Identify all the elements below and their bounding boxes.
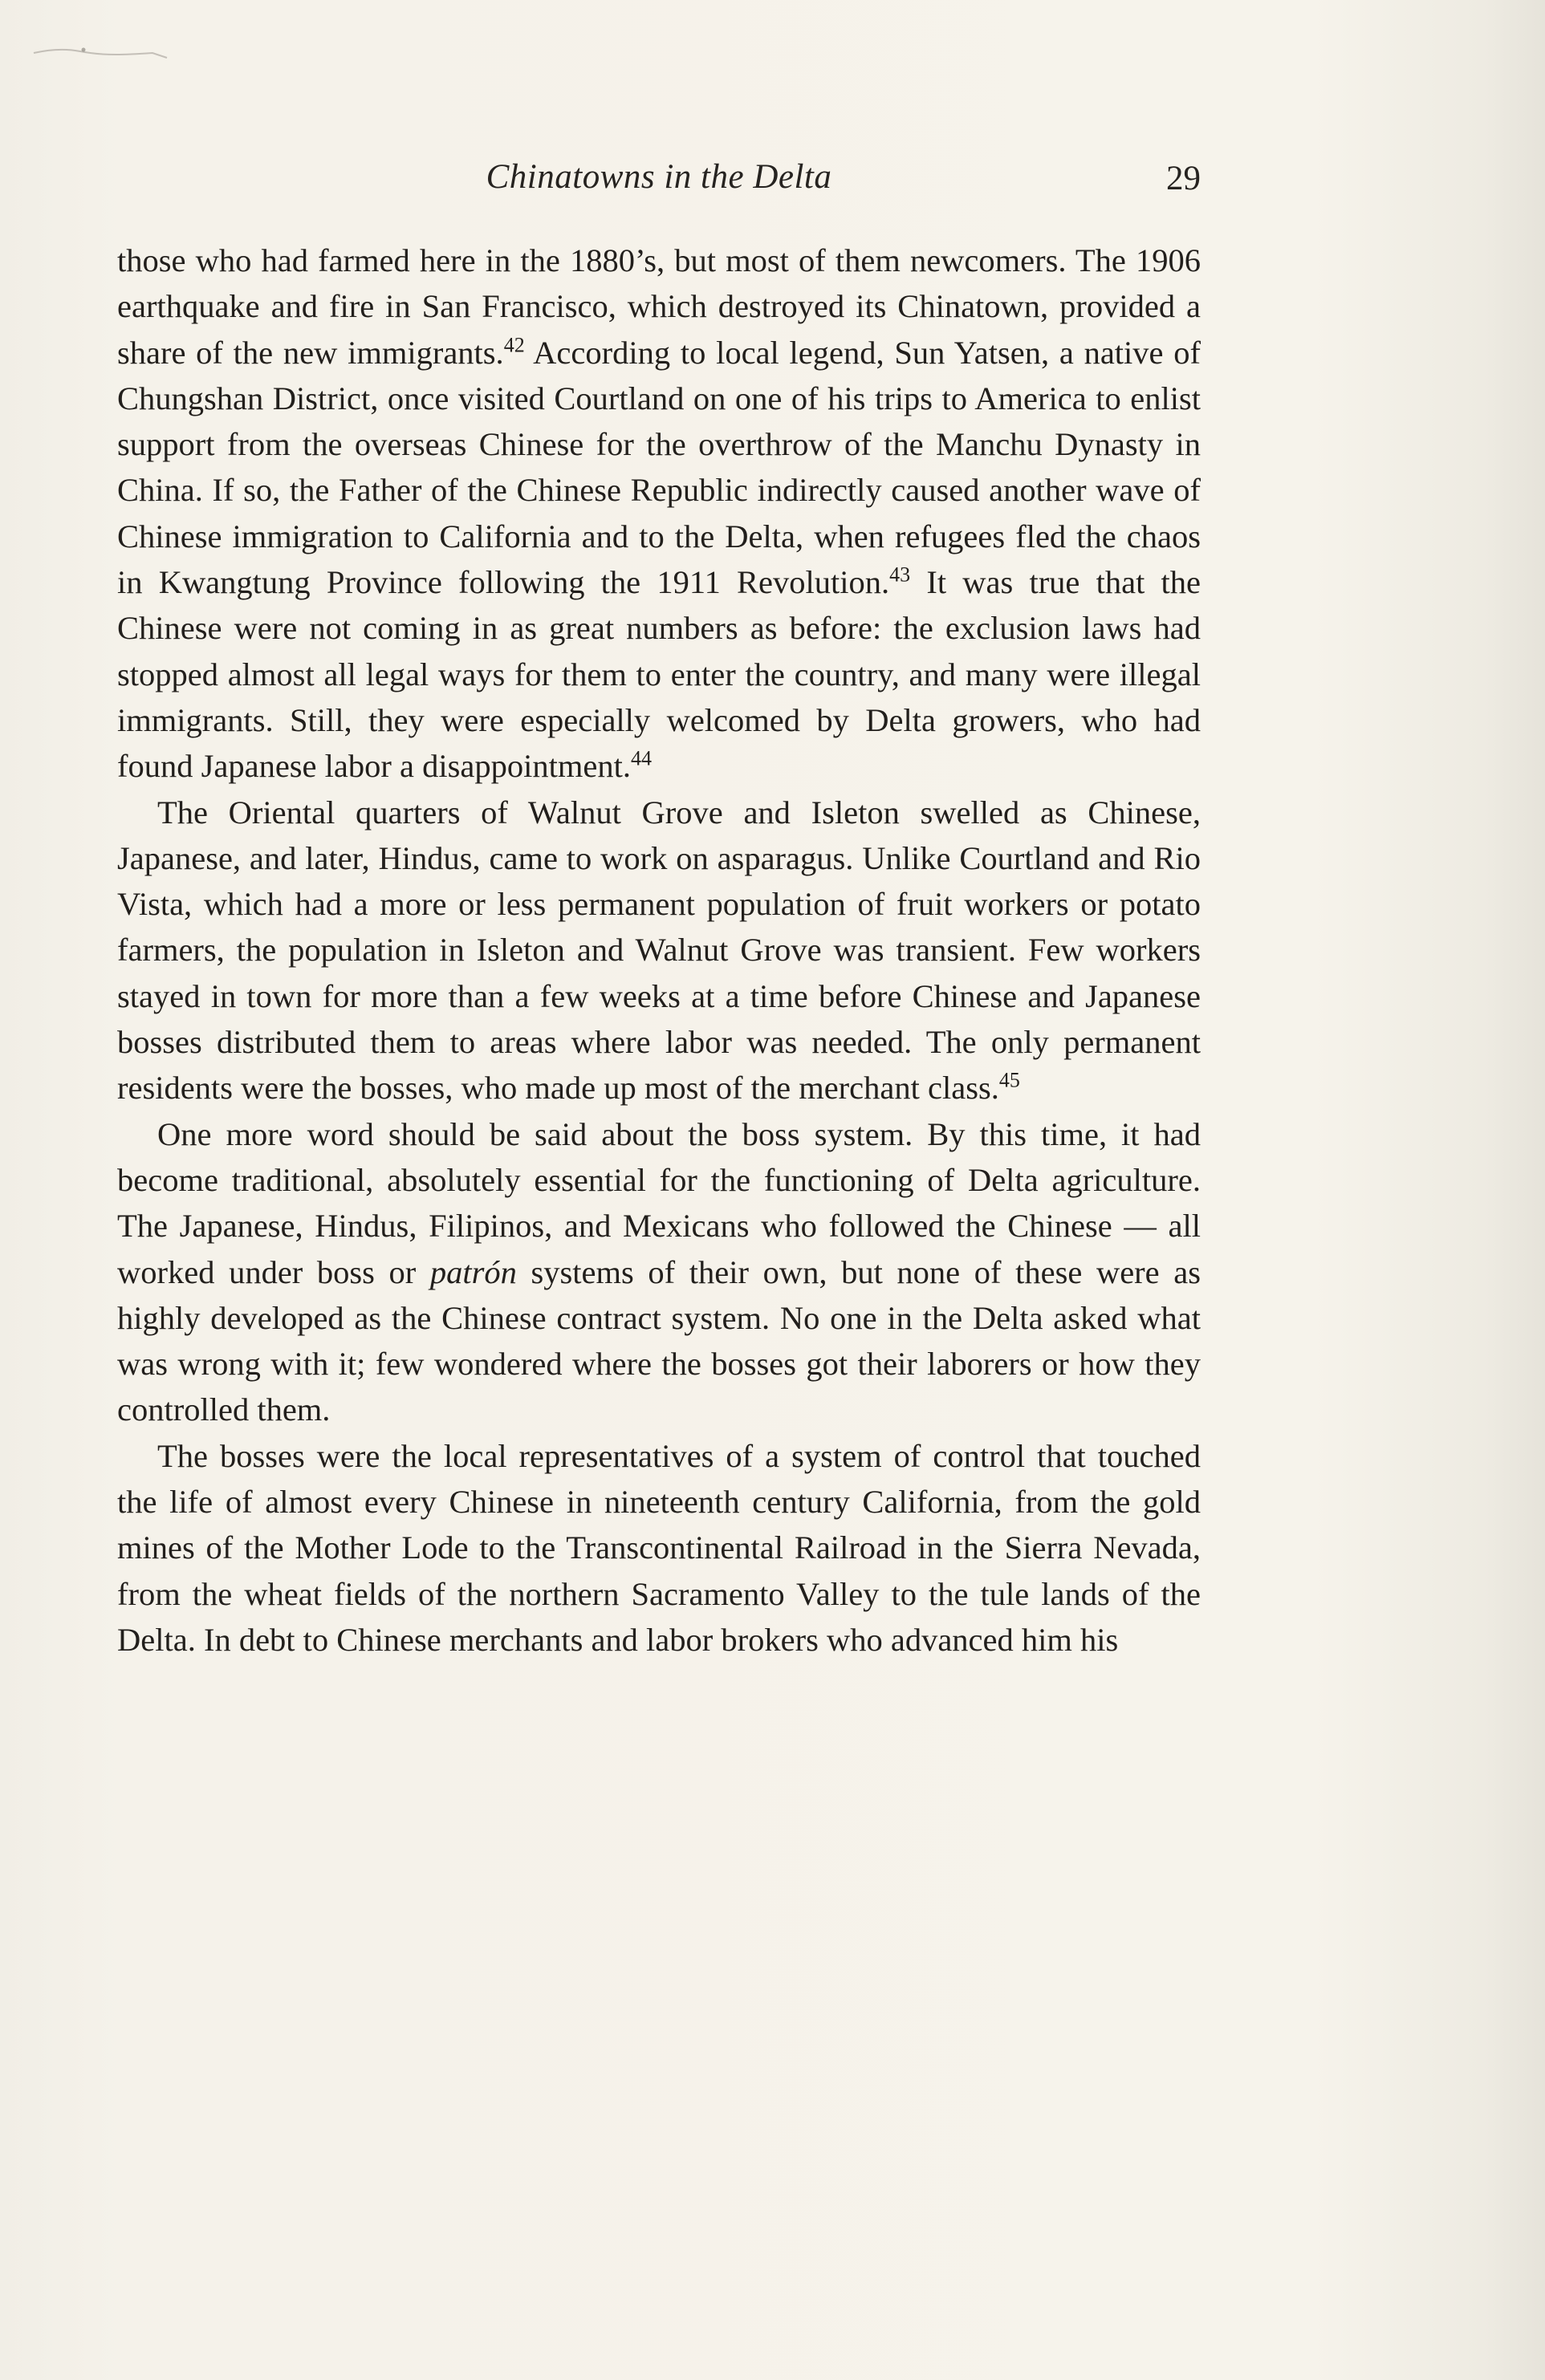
page-number: 29 bbox=[1166, 160, 1201, 197]
running-title: Chinatowns in the Delta bbox=[486, 158, 832, 196]
italic-term: patrón bbox=[429, 1253, 517, 1290]
paragraph bbox=[117, 790, 1201, 1111]
footnote-reference: 43 bbox=[889, 563, 911, 587]
paragraph-text: The bosses were the local representatives of a system of control that touched the life of almost every Chinese in nineteenth century California, from the gold mines of the Mother Lode to the Transcontinental Railroad in the Sierra Nevada, from the wheat fields of the northern Sacramento Valley to the tule lands of the Delta. In debt to Chinese merchants and labor brokers who advanced him his bbox=[117, 1437, 1201, 1658]
paragraph-text: The Oriental quarters of Walnut Grove and Isleton swelled as Chinese, Japanese, and later, Hindus, came to work on asparagus. Unlike Courtland and Rio Vista, which had a more or less permanent population of fruit workers or potato farmers, the population in Isleton and Walnut Grove was transient. Few workers stayed in town for more than a few weeks at a time before Chinese and Japanese bosses distributed them to areas where labor was needed. The only permanent residents were the bosses, who made up most of the merchant class. bbox=[117, 794, 1201, 1107]
paragraph-text: It was true that the Chinese were not coming in as great numbers as before: the exclusion laws had stopped almost all legal ways for them to enter the country, and many were illegal immigrants. Still, they were especially welcomed by Delta growers, who had found Japanese labor a disappointment. bbox=[117, 564, 1201, 785]
paragraph-text: those who had farmed here in the 1880’s, but most of them newcomers. The 1906 earthquake and fire in San Francisco, which destroyed its Chinatown, provided a share of the new immigrants. bbox=[117, 242, 1201, 371]
footnote-reference: 45 bbox=[998, 1068, 1020, 1092]
paragraph-text: According to local legend, Sun Yatsen, a native of Chungshan District, once visited Courtland on one of his trips to America to enlist support from the overseas Chinese for the overthrow of the Manchu Dynasty in China. If so, the Father of the Chinese Republic indirectly caused another wave of Chinese immigration to California and to the Delta, when refugees fled the chaos in Kwangtung Province following the 1911 Revolution. bbox=[117, 334, 1201, 601]
paragraph-text: systems of their own, but none of these were as highly developed as the Chinese contract system. No one in the Delta asked what was wrong with it; few wondered where the bosses got their laborers or how they controlled them. bbox=[117, 1253, 1201, 1428]
footnote-reference: 42 bbox=[503, 333, 525, 357]
paragraph bbox=[117, 1111, 1201, 1433]
page-header bbox=[117, 157, 1201, 213]
footnote-reference: 44 bbox=[630, 746, 652, 770]
paragraph bbox=[117, 1433, 1201, 1663]
paragraph bbox=[117, 238, 1201, 790]
paragraph-text: One more word should be said about the boss system. By this time, it had become traditional, absolutely essential for the functioning of Delta agriculture. The Japanese, Hindus, Filipinos, and Mexicans who followed the Chinese — all worked under boss or bbox=[117, 1115, 1201, 1290]
body-text bbox=[117, 238, 1201, 1663]
scan-artifact-mark bbox=[32, 42, 169, 63]
